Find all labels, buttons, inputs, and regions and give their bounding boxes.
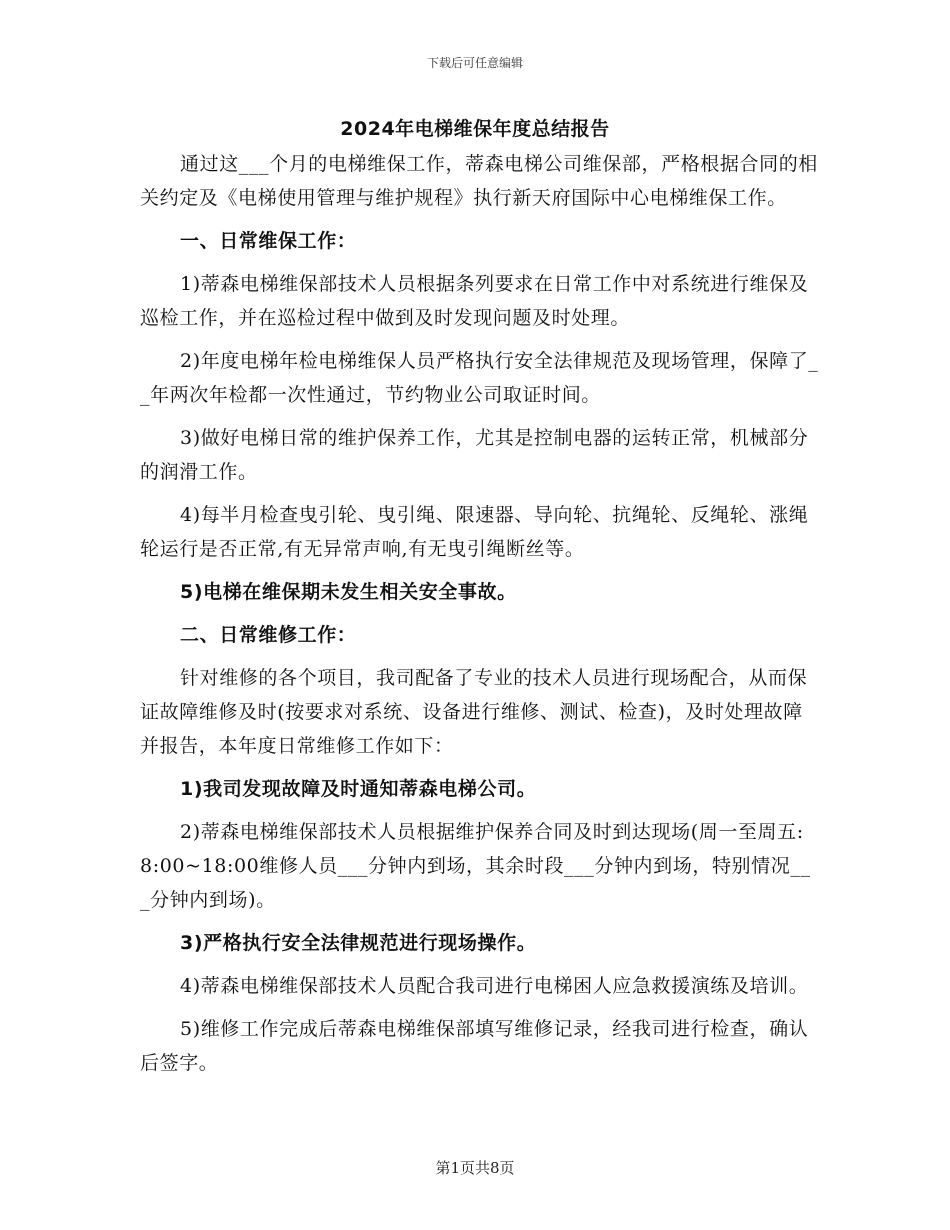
paragraph-repair-1: 1)我司发现故障及时通知蒂森电梯公司。 bbox=[180, 778, 537, 800]
paragraph-maintenance-5: 5)电梯在维保期未发生相关安全事故。 bbox=[180, 581, 517, 603]
document-body bbox=[140, 147, 820, 1089]
paragraph-repair-5: 5)维修工作完成后蒂森电梯维保部填写维修记录，经我司进行检查，确认后签字。 bbox=[140, 1018, 809, 1074]
section-heading-daily-maintenance: 一、日常维保工作： bbox=[180, 230, 357, 252]
paragraph-maintenance-3: 3)做好电梯日常的维护保养工作，尤其是控制电器的运转正常，机械部分的润滑工作。 bbox=[140, 427, 809, 483]
paragraph-maintenance-4: 4)每半月检查曳引轮、曳引绳、限速器、导向轮、抗绳轮、反绳轮、涨绳轮运行是否正常,有无异常声响,有无曳引绳断丝等。 bbox=[140, 504, 809, 560]
document-title: 2024年电梯维保年度总结报告 bbox=[340, 118, 610, 140]
page-header: 下载后可任意编辑 bbox=[426, 56, 523, 70]
paragraph-maintenance-2: 2)年度电梯年检电梯维保人员严格执行安全法律规范及现场管理，保障了__年两次年检都一次性通过，节约物业公司取证时间。 bbox=[140, 350, 819, 406]
paragraph-maintenance-1: 1)蒂森电梯维保部技术人员根据条列要求在日常工作中对系统进行维保及巡检工作，并在巡检过程中做到及时发现问题及时处理。 bbox=[140, 273, 809, 329]
paragraph-intro: 通过这___个月的电梯维保工作，蒂森电梯公司维保部，严格根据合同的相关约定及《电梯使用管理与维护规程》执行新天府国际中心电梯维保工作。 bbox=[140, 153, 818, 209]
paragraph-repair-4: 4)蒂森电梯维保部技术人员配合我司进行电梯困人应急救援演练及培训。 bbox=[180, 975, 809, 997]
paragraph-repair-2: 2)蒂森电梯维保部技术人员根据维护保养合同及时到达现场(周一至周五:8:00~18:00维修人员___分钟内到场，其余时段___分钟内到场，特别情况___分钟内到场)。 bbox=[140, 821, 811, 911]
paragraph-repair-3: 3)严格执行安全法律规范进行现场操作。 bbox=[180, 932, 537, 954]
page-footer: 第1页共8页 bbox=[435, 1159, 515, 1177]
paragraph-repair-intro: 针对维修的各个项目，我司配备了专业的技术人员进行现场配合，从而保证故障维修及时(按要求对系统、设备进行维修、测试、检查)，及时处理故障并报告，本年度日常维修工作如下： bbox=[140, 667, 808, 757]
section-heading-daily-repair: 二、日常维修工作： bbox=[180, 624, 357, 646]
